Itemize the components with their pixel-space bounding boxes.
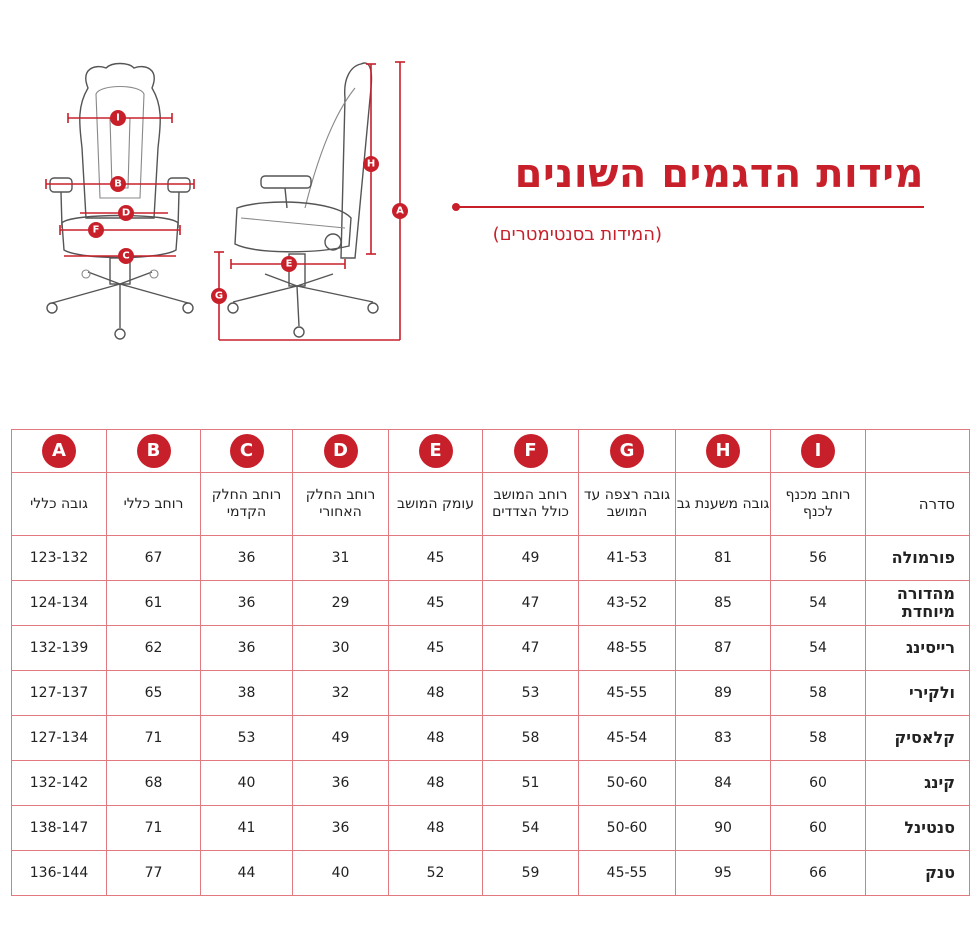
table-row [12, 671, 970, 716]
value-cell: 50-60 [579, 761, 676, 806]
dimension-badge-d [118, 205, 134, 221]
value-cell: 36 [293, 761, 389, 806]
column-header: רוחב מכנף לכנף [771, 473, 866, 536]
value-cell: 85 [676, 581, 771, 626]
value-cell: 61 [107, 581, 201, 626]
svg-text:A: A [396, 205, 404, 217]
svg-text:E: E [285, 258, 293, 270]
dimension-badge-e [281, 256, 297, 272]
dimension-badge-g [211, 288, 227, 304]
dimension-badge-f [88, 222, 104, 238]
column-header: רוחב המושב כולל הצדדים [483, 473, 579, 536]
column-badge: H [706, 434, 740, 468]
value-cell: 48 [389, 761, 483, 806]
front-chair-diagram [40, 58, 200, 348]
column-badge-cell [107, 430, 201, 473]
value-cell: 53 [201, 716, 293, 761]
series-name-cell: רייסינג [866, 626, 970, 671]
value-cell: 58 [771, 716, 866, 761]
column-badge-cell [771, 430, 866, 473]
svg-text:F: F [92, 224, 100, 236]
column-badge-cell [293, 430, 389, 473]
value-cell: 84 [676, 761, 771, 806]
value-cell: 67 [107, 536, 201, 581]
column-header: רוחב החלק הקדמי [201, 473, 293, 536]
value-cell: 50-60 [579, 806, 676, 851]
value-cell: 138-147 [12, 806, 107, 851]
table-row [12, 761, 970, 806]
value-cell: 123-132 [12, 536, 107, 581]
svg-text:D: D [121, 207, 131, 219]
column-badge: B [137, 434, 171, 468]
series-name-cell: מהדורה מיוחדת [866, 581, 970, 626]
column-badge-cell [201, 430, 293, 473]
value-cell: 132-142 [12, 761, 107, 806]
value-cell: 87 [676, 626, 771, 671]
column-badge: E [419, 434, 453, 468]
series-badge-cell [866, 430, 970, 473]
page-subtitle: (המידות בסנטימטרים) [492, 224, 662, 245]
value-cell: 60 [771, 761, 866, 806]
value-cell: 45 [389, 626, 483, 671]
column-header: עומק המושב [389, 473, 483, 536]
value-cell: 30 [293, 626, 389, 671]
value-cell: 56 [771, 536, 866, 581]
value-cell: 77 [107, 851, 201, 896]
column-badge: C [230, 434, 264, 468]
value-cell: 127-137 [12, 671, 107, 716]
value-cell: 38 [201, 671, 293, 716]
value-cell: 66 [771, 851, 866, 896]
value-cell: 36 [201, 581, 293, 626]
table-row [12, 581, 970, 626]
dimension-badge-h [363, 156, 379, 172]
column-header-row [12, 473, 970, 536]
value-cell: 49 [293, 716, 389, 761]
table-row [12, 806, 970, 851]
value-cell: 71 [107, 806, 201, 851]
column-header: רוחב כללי [107, 473, 201, 536]
value-cell: 48 [389, 716, 483, 761]
value-cell: 40 [201, 761, 293, 806]
value-cell: 36 [201, 626, 293, 671]
letter-badge-row [12, 430, 970, 473]
value-cell: 136-144 [12, 851, 107, 896]
value-cell: 29 [293, 581, 389, 626]
column-header: גובה רצפה עד המושב [579, 473, 676, 536]
value-cell: 68 [107, 761, 201, 806]
value-cell: 49 [483, 536, 579, 581]
column-header: רוחב החלק האחורי [293, 473, 389, 536]
column-badge-cell [579, 430, 676, 473]
column-badge-cell [389, 430, 483, 473]
column-badge-cell [676, 430, 771, 473]
dimension-badge-b [110, 176, 126, 192]
value-cell: 40 [293, 851, 389, 896]
svg-text:H: H [366, 158, 376, 170]
value-cell: 45 [389, 536, 483, 581]
value-cell: 54 [483, 806, 579, 851]
series-header: סדרה [866, 473, 970, 536]
value-cell: 47 [483, 626, 579, 671]
side-chair-diagram [205, 58, 415, 348]
value-cell: 127-134 [12, 716, 107, 761]
value-cell: 124-134 [12, 581, 107, 626]
value-cell: 31 [293, 536, 389, 581]
column-badge-cell [12, 430, 107, 473]
value-cell: 48 [389, 671, 483, 716]
value-cell: 52 [389, 851, 483, 896]
value-cell: 132-139 [12, 626, 107, 671]
dimensions-table [11, 429, 970, 896]
column-badge: D [324, 434, 358, 468]
dimension-badge-c [118, 248, 134, 264]
value-cell: 48 [389, 806, 483, 851]
value-cell: 45-55 [579, 851, 676, 896]
column-header: גובה כללי [12, 473, 107, 536]
column-badge: I [801, 434, 835, 468]
value-cell: 59 [483, 851, 579, 896]
column-badge-cell [483, 430, 579, 473]
value-cell: 58 [771, 671, 866, 716]
column-badge: A [42, 434, 76, 468]
value-cell: 90 [676, 806, 771, 851]
value-cell: 36 [293, 806, 389, 851]
column-badge: G [610, 434, 644, 468]
svg-text:I: I [116, 112, 120, 124]
value-cell: 54 [771, 581, 866, 626]
value-cell: 48-55 [579, 626, 676, 671]
title-block [454, 148, 924, 245]
value-cell: 32 [293, 671, 389, 716]
title-underline [456, 206, 924, 208]
page-title: מידות הדגמים השונים [514, 151, 924, 197]
value-cell: 45-54 [579, 716, 676, 761]
svg-text:B: B [114, 178, 122, 190]
value-cell: 65 [107, 671, 201, 716]
table-row [12, 536, 970, 581]
dimensions-table-wrap [11, 429, 969, 896]
value-cell: 45-55 [579, 671, 676, 716]
value-cell: 58 [483, 716, 579, 761]
value-cell: 71 [107, 716, 201, 761]
value-cell: 54 [771, 626, 866, 671]
value-cell: 41 [201, 806, 293, 851]
value-cell: 45 [389, 581, 483, 626]
value-cell: 41-53 [579, 536, 676, 581]
dimension-badge-i [110, 110, 126, 126]
series-name-cell: קלאסיק [866, 716, 970, 761]
value-cell: 81 [676, 536, 771, 581]
series-name-cell: סנטינל [866, 806, 970, 851]
table-row [12, 626, 970, 671]
value-cell: 36 [201, 536, 293, 581]
value-cell: 60 [771, 806, 866, 851]
series-name-cell: קינג [866, 761, 970, 806]
dimension-badge-a [392, 203, 408, 219]
series-name-cell: פורמולה [866, 536, 970, 581]
table-row [12, 716, 970, 761]
series-name-cell: ולקירי [866, 671, 970, 716]
value-cell: 95 [676, 851, 771, 896]
value-cell: 89 [676, 671, 771, 716]
value-cell: 44 [201, 851, 293, 896]
value-cell: 47 [483, 581, 579, 626]
column-badge: F [514, 434, 548, 468]
value-cell: 62 [107, 626, 201, 671]
value-cell: 43-52 [579, 581, 676, 626]
table-row [12, 851, 970, 896]
svg-text:C: C [122, 250, 130, 262]
column-header: גובה משענת גב [676, 473, 771, 536]
value-cell: 83 [676, 716, 771, 761]
value-cell: 51 [483, 761, 579, 806]
underline-dot [452, 203, 460, 211]
svg-text:G: G [214, 290, 224, 302]
value-cell: 53 [483, 671, 579, 716]
series-name-cell: טנק [866, 851, 970, 896]
